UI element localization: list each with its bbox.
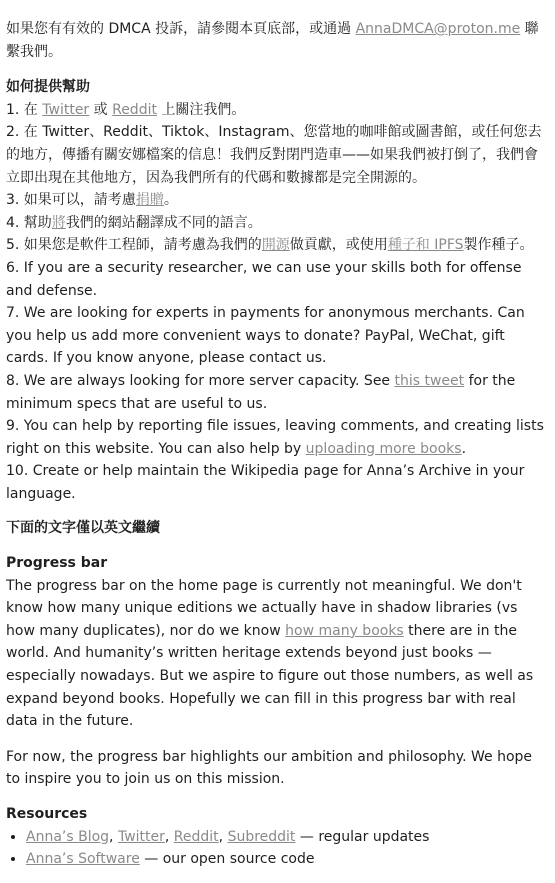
help-item-4: [6, 212, 547, 235]
list-item: [26, 826, 547, 849]
resource-description: — our open source code: [139, 851, 315, 868]
help-item-text: 4. 幫助: [6, 214, 52, 231]
progress-paragraph-2: For now, the progress bar highlights our ambition and philosophy. We hope to inspire you to join us on this mission.: [6, 748, 533, 788]
list-item: [26, 848, 547, 871]
progress-heading: Progress bar: [6, 555, 108, 572]
donate-link[interactable]: 捐贈: [135, 192, 164, 209]
spacer: [6, 540, 547, 552]
content: [6, 18, 547, 871]
help-item-1: [6, 99, 547, 122]
reddit-link[interactable]: Reddit: [173, 828, 219, 845]
upload-books-link[interactable]: uploading more books: [305, 440, 462, 457]
subreddit-link[interactable]: Subreddit: [227, 828, 296, 845]
twitter-link[interactable]: Twitter: [117, 828, 165, 845]
help-item-6: 6. If you are a security researcher, we can use your skills both for offense and defense.: [6, 259, 522, 299]
help-item-text: 9. You can help by reporting file issues, leaving comments, and creating lists right on this website. You can also help by: [6, 418, 544, 457]
help-item-text: 我們的網站翻譯成不同的語言。: [65, 214, 262, 231]
help-item-2: 2. 在 Twitter、Reddit、Tiktok、Instagram、您當地的咖啡館或圖書館，或任何您去的地方，傳播有關安娜檔案的信息！我們反對閉門造車——如果我們被打倒了，我們會立即出現在其他地方，因為我們所有的代碼和數據都是完全開源的。: [6, 124, 542, 186]
resources-list: [6, 826, 547, 871]
this-tweet-link[interactable]: this tweet: [394, 372, 465, 389]
help-item-5: [6, 234, 547, 257]
intro-text-tail: 聯繫我們。: [6, 21, 539, 60]
help-item-text: 3. 如果可以，請考慮: [6, 192, 136, 209]
torrents-ipfs-link[interactable]: 種子和 IPFS: [387, 237, 464, 254]
help-item-10: 10. Create or help maintain the Wikipedia page for Anna’s Archive in your language.: [6, 463, 525, 502]
help-item-text: 或: [89, 101, 113, 118]
help-item-3: [6, 189, 547, 212]
help-item-9: [6, 415, 547, 460]
separator: ,: [218, 828, 228, 845]
english-notice-heading: 下面的文字僅以英文繼續: [6, 520, 160, 537]
reddit-link[interactable]: Reddit: [112, 101, 157, 118]
help-item-7: 7. We are looking for experts in payments for anonymous merchants. Can you help us add more convenient ways to donate? PayPal, WeChat, gift cards. If you know anyone, please contact us.: [6, 305, 525, 367]
spacer: [6, 505, 547, 517]
resources-heading: Resources: [6, 806, 88, 822]
dmca-intro: [6, 18, 547, 63]
annas-software-link[interactable]: Anna’s Software: [26, 851, 140, 868]
how-many-books-link[interactable]: how many books: [285, 622, 404, 639]
help-item-text: 製作種子。: [463, 237, 534, 254]
help-item-text: 1. 在: [6, 101, 43, 118]
separator: ,: [109, 828, 118, 845]
open-source-link[interactable]: 開源: [261, 237, 290, 254]
help-item-text: 做貢獻，或使用: [289, 237, 388, 254]
intro-text: 如果您有有效的 DMCA 投訴，請參閱本頁底部，或通過: [6, 21, 356, 37]
help-heading: 如何提供幫助: [6, 79, 90, 96]
dmca-email-link[interactable]: AnnaDMCA@proton.me: [355, 21, 521, 37]
resource-description: — regular updates: [295, 828, 430, 845]
separator: ,: [164, 828, 174, 845]
progress-text: The progress bar on the home page is currently not meaningful. We don't know how many unique editions we actually have in shadow libraries (vs how many duplicates), nor do we know: [6, 577, 522, 639]
spacer: [6, 733, 547, 746]
help-item-text: 。: [163, 192, 178, 209]
help-item-text: 上關注我們。: [156, 101, 246, 118]
help-item-8: [6, 370, 547, 415]
annas-blog-link[interactable]: Anna’s Blog: [26, 828, 110, 845]
spacer: [6, 791, 547, 803]
help-item-text: .: [461, 440, 467, 457]
help-item-text: 8. We are always looking for more server capacity. See: [6, 372, 395, 389]
progress-text: there are in the world. And humanity’s written heritage extends beyond just books — especially nowadays. But we aspire to figure out those numbers, as well as expand beyond books. Hopefully we can fill in this progress bar with real data in the future.: [6, 622, 534, 730]
progress-paragraph-1: [6, 575, 547, 733]
help-item-text: 5. 如果您是軟件工程師，請考慮為我們的: [6, 237, 262, 254]
twitter-link[interactable]: Twitter: [42, 101, 90, 118]
translate-link[interactable]: 將: [51, 214, 66, 231]
help-item-text: for the minimum specs that are useful to us.: [6, 372, 516, 412]
